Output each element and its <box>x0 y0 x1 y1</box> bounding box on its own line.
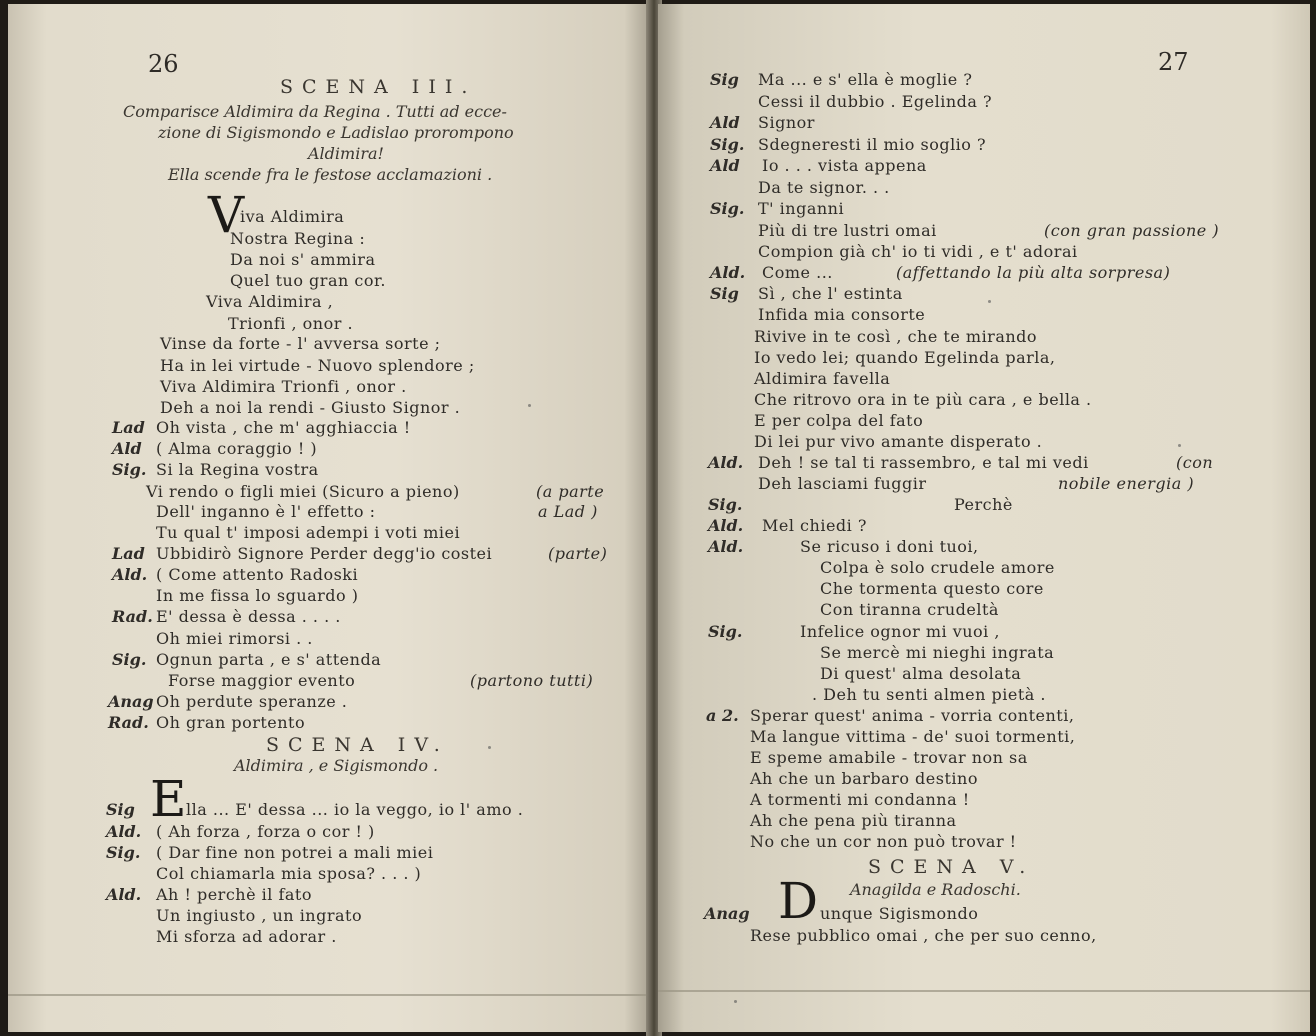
stage-direction: Aldimira! <box>308 144 384 163</box>
dialogue-line: A tormenti mi condanna ! <box>750 790 970 809</box>
dialogue-line: In me fissa lo sguardo ) <box>156 586 359 605</box>
chorus-line: Viva Aldimira , <box>206 292 334 311</box>
dialogue-line: E speme amabile - trovar non sa <box>750 748 1028 767</box>
dialogue-line: E' dessa è dessa . . . . <box>156 607 341 626</box>
speaker: Lad <box>112 544 145 563</box>
page-number: 27 <box>1158 48 1189 76</box>
speaker: Sig. <box>710 199 745 218</box>
dialogue-line: Un ingiusto , un ingrato <box>156 906 363 925</box>
paper-speck <box>528 404 531 407</box>
dialogue-line: Ah ! perchè il fato <box>156 885 312 904</box>
dialogue-line: Signor <box>758 113 815 132</box>
speaker: Ald <box>710 113 740 132</box>
verse-line: Deh a noi la rendi - Giusto Signor . <box>160 398 461 417</box>
page-edge <box>8 994 650 996</box>
dialogue-line: Se ricuso i doni tuoi, <box>800 537 979 556</box>
dialogue-line: Rese pubblico omai , che per suo cenno, <box>750 926 1097 945</box>
dialogue-line: Tu qual t' imposi adempi i voti miei <box>156 523 461 542</box>
stage-direction: Ella scende fra le festose acclamazioni . <box>168 165 493 184</box>
dialogue-line: Ognun parta , e s' attenda <box>156 650 382 669</box>
dialogue-line: Oh vista , che m' agghiaccia ! <box>156 418 411 437</box>
dialogue-line: Oh perdute speranze . <box>156 692 348 711</box>
speaker: Rad. <box>112 607 153 626</box>
aside-direction: a Lad ) <box>538 502 598 521</box>
dialogue-line: Che tormenta questo core <box>820 579 1044 598</box>
verse-line: Ha in lei virtude - Nuovo splendore ; <box>160 356 475 375</box>
dialogue-line: Mel chiedi ? <box>762 516 867 535</box>
dialogue-line: Ah che un barbaro destino <box>750 769 978 788</box>
stage-direction: Anagilda e Radoschi. <box>850 880 1021 899</box>
aside-direction: nobile energia ) <box>1058 474 1195 493</box>
left-page <box>8 4 650 1032</box>
speaker: Ald. <box>106 822 142 841</box>
dialogue-line: Che ritrovo ora in te più cara , e bella . <box>754 390 1092 409</box>
stage-direction: zione di Sigismondo e Ladislao prorompono <box>158 123 514 142</box>
dialogue-line: Sperar quest' anima - vorria contenti, <box>750 706 1075 725</box>
dialogue-line: Ubbidirò Signore Perder degg'io costei <box>156 544 493 563</box>
speaker: Sig <box>106 800 135 819</box>
dialogue-line: Io . . . vista appena <box>762 156 927 175</box>
dialogue-line: Più di tre lustri omai <box>758 221 937 240</box>
chorus-line: Nostra Regina : <box>230 229 366 248</box>
speaker: Sig. <box>708 495 743 514</box>
dialogue-line: Perchè <box>954 495 1013 514</box>
right-page <box>658 4 1310 1032</box>
dialogue-line: Deh ! se tal ti rassembro, e tal mi vedi <box>758 453 1089 472</box>
scene-heading: SCENA IV. <box>266 734 449 756</box>
dialogue-line: unque Sigismondo <box>820 904 979 923</box>
dialogue-line: Se mercè mi nieghi ingrata <box>820 643 1055 662</box>
dialogue-line: Colpa è solo crudele amore <box>820 558 1055 577</box>
dialogue-line: Io vedo lei; quando Egelinda parla, <box>754 348 1056 367</box>
dialogue-line: Deh lasciami fuggir <box>758 474 927 493</box>
dialogue-line: Di lei pur vivo amante disperato . <box>754 432 1043 451</box>
drop-cap: V <box>208 186 245 244</box>
speaker: Sig. <box>112 460 147 479</box>
speaker: Sig. <box>106 843 141 862</box>
speaker: Sig <box>710 70 739 89</box>
paper-speck <box>988 300 991 303</box>
dialogue-line: Ma ... e s' ella è moglie ? <box>758 70 973 89</box>
drop-cap: D <box>778 872 819 930</box>
stage-direction: Aldimira , e Sigismondo . <box>234 756 439 775</box>
dialogue-line: ( Come attento Radoski <box>156 565 359 584</box>
aside-direction: (partono tutti) <box>470 671 594 690</box>
page-number: 26 <box>148 50 179 78</box>
dialogue-line: ( Alma coraggio ! ) <box>156 439 318 458</box>
scene-heading: SCENA V. <box>868 856 1035 878</box>
verse-line: Vinse da forte - l' avversa sorte ; <box>160 334 441 353</box>
speaker: Ald. <box>710 263 746 282</box>
speaker: Ald. <box>112 565 148 584</box>
dialogue-line: Vi rendo o figli miei (Sicuro a pieno) <box>146 482 460 501</box>
paper-speck <box>488 746 491 749</box>
stage-direction: Comparisce Aldimira da Regina . Tutti ad ecce- <box>123 102 507 121</box>
speaker: Sig <box>710 284 739 303</box>
chorus-line: Quel tuo gran cor. <box>230 271 386 290</box>
aside-direction: (con gran passione ) <box>1044 221 1220 240</box>
dialogue-line: Rivive in te così , che te mirando <box>754 327 1038 346</box>
speaker: Ald. <box>708 516 744 535</box>
dialogue-line: Oh miei rimorsi . . <box>156 629 313 648</box>
aside-direction: (a parte <box>536 482 605 501</box>
speaker: Anag <box>704 904 750 923</box>
dialogue-line: Forse maggior evento <box>168 671 356 690</box>
chorus-line: Trionfi , onor . <box>228 314 354 333</box>
dialogue-line: Infelice ognor mi vuoi , <box>800 622 1000 641</box>
speaker: Sig. <box>708 622 743 641</box>
dialogue-line: . Deh tu senti almen pietà . <box>812 685 1046 704</box>
dialogue-line: Sdegneresti il mio soglio ? <box>758 135 987 154</box>
speaker: Rad. <box>108 713 149 732</box>
dialogue-line: Aldimira favella <box>754 369 891 388</box>
dialogue-line: Oh gran portento <box>156 713 306 732</box>
speaker: Lad <box>112 418 145 437</box>
speaker: Ald. <box>708 453 744 472</box>
dialogue-line: ( Ah forza , forza o cor ! ) <box>156 822 375 841</box>
dialogue-line: Ah che pena più tiranna <box>750 811 957 830</box>
dialogue-line: Sì , che l' estinta <box>758 284 903 303</box>
speaker: Sig. <box>710 135 745 154</box>
aside-direction: (parte) <box>548 544 608 563</box>
speaker: Ald. <box>106 885 142 904</box>
speaker: Ald <box>112 439 142 458</box>
dialogue-line: Come ... <box>762 263 833 282</box>
chorus-line: Da noi s' ammira <box>230 250 376 269</box>
speaker: Ald. <box>708 537 744 556</box>
speaker: Ald <box>710 156 740 175</box>
dialogue-line: Di quest' alma desolata <box>820 664 1022 683</box>
dialogue-line: lla ... E' dessa ... io la veggo, io l' amo . <box>186 800 524 819</box>
drop-cap: E <box>150 770 187 828</box>
aside-direction: (con <box>1176 453 1214 472</box>
dialogue-line: Mi sforza ad adorar . <box>156 927 337 946</box>
chorus-line: iva Aldimira <box>240 207 345 226</box>
dialogue-line: Si la Regina vostra <box>156 460 319 479</box>
dialogue-line: No che un cor non può trovar ! <box>750 832 1017 851</box>
dialogue-line: Col chiamarla mia sposa? . . . ) <box>156 864 422 883</box>
speaker: a 2. <box>706 706 739 725</box>
dialogue-line: E per colpa del fato <box>754 411 924 430</box>
scene-heading: SCENA III. <box>280 76 477 98</box>
page-edge <box>658 990 1310 992</box>
dialogue-line: Da te signor. . . <box>758 178 890 197</box>
dialogue-line: Con tiranna crudeltà <box>820 600 999 619</box>
speaker: Sig. <box>112 650 147 669</box>
dialogue-line: Compion già ch' io ti vidi , e t' adorai <box>758 242 1078 261</box>
aside-direction: (affettando la più alta sorpresa) <box>896 263 1171 282</box>
paper-speck <box>734 1000 737 1003</box>
dialogue-line: Cessi il dubbio . Egelinda ? <box>758 92 993 111</box>
dialogue-line: T' inganni <box>758 199 845 218</box>
dialogue-line: ( Dar fine non potrei a mali miei <box>156 843 434 862</box>
speaker: Anag <box>108 692 154 711</box>
dialogue-line: Infida mia consorte <box>758 305 926 324</box>
verse-line: Viva Aldimira Trionfi , onor . <box>160 377 407 396</box>
paper-speck <box>1178 444 1181 447</box>
dialogue-line: Ma langue vittima - de' suoi tormenti, <box>750 727 1076 746</box>
dialogue-line: Dell' inganno è l' effetto : <box>156 502 376 521</box>
